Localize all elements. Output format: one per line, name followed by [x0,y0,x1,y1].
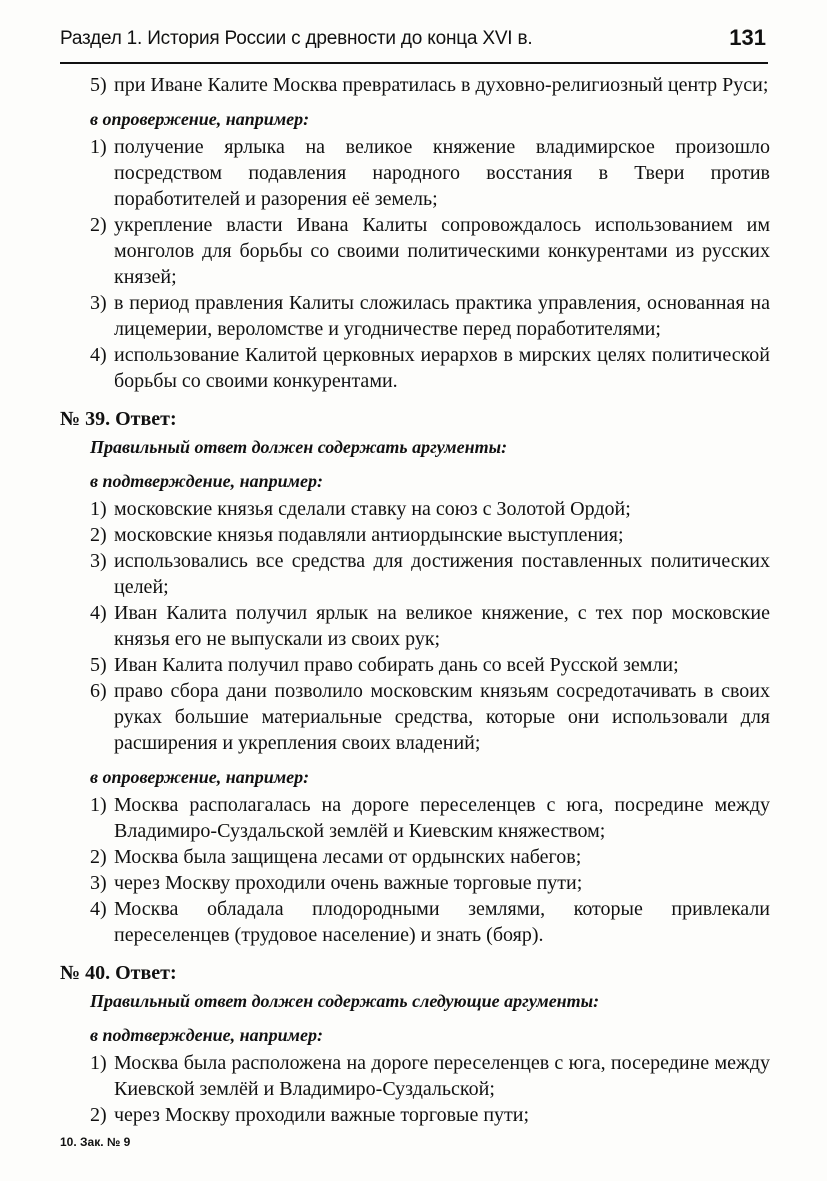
item-number: 1) [90,498,107,520]
question-39-instruction: Правильный ответ должен содержать аргументы: [90,437,508,457]
confirmation-label: в подтверждение, например: [90,1025,323,1045]
item-text: при Иване Калите Москва превратилась в духовно-религиозный центр Руси; [114,74,769,96]
list-item [60,548,770,600]
list-item [60,72,770,98]
item-number: 2) [90,524,107,546]
item-text: московские князья подавляли антиордынские выступления; [114,524,624,546]
list-item [60,600,770,652]
list-item [60,134,770,212]
refutation-list [60,134,770,394]
confirmation-list [60,1050,770,1128]
item-number: 2) [90,846,107,868]
list-item [60,652,770,678]
item-text: использовались все средства для достижения поставленных политических целей; [114,550,770,598]
item-number: 5) [90,654,107,676]
list-item [60,496,770,522]
item-text: в период правления Калиты сложилась практика управления, основанная на лицемерии, вероломстве и угодничестве перед поработителями; [114,292,770,340]
item-text: получение ярлыка на великое княжение владимирское произошло посредством подавления народного восстания в Твери против поработителей и разорения её земель; [114,136,770,210]
item-number: 5) [90,74,107,96]
item-number: 1) [90,794,107,816]
list-item [60,678,770,756]
page-content [60,72,770,1128]
item-text: использование Калитой церковных иерархов в мирских целях политической борьбы со своими конкурентами. [114,344,770,392]
refutation-list [60,792,770,948]
item-number: 4) [90,898,107,920]
item-text: укрепление власти Ивана Калиты сопровождалось использованием им монголов для борьбы со своими политическими конкурентами из русских князей; [114,214,770,288]
confirmation-list [60,496,770,756]
refutation-label: в опровержение, например: [90,109,310,129]
item-text: через Москву проходили важные торговые пути; [114,1104,530,1126]
item-number: 4) [90,344,107,366]
item-text: Москва обладала плодородными землями, которые привлекали переселенцев (трудовое население) и знать (бояр). [114,898,770,946]
page-number: 131 [729,25,766,50]
item-number: 3) [90,872,107,894]
list-item [60,290,770,342]
item-text: Иван Калита получил ярлык на великое княжение, с тех пор московские князья его не выпускали из своих рук; [114,602,770,650]
list-item [60,844,770,870]
item-number: 2) [90,1104,107,1126]
item-text: через Москву проходили очень важные торговые пути; [114,872,583,894]
item-text: Москва была защищена лесами от ордынских набегов; [114,846,582,868]
question-40-heading: № 40. Ответ: [60,962,177,984]
item-number: 3) [90,550,107,572]
item-number: 1) [90,136,107,158]
item-number: 3) [90,292,107,314]
printer-signature: 10. Зак. № 9 [60,1135,131,1149]
confirmation-label: в подтверждение, например: [90,471,323,491]
running-head-title: Раздел 1. История России с древности до конца XVI в. [60,28,533,49]
list-item [60,522,770,548]
list-item [60,1102,770,1128]
item-number: 6) [90,680,107,702]
item-text: Москва была расположена на дороге переселенцев с юга, посередине между Киевской землёй и Владимиро-Суздальской; [114,1052,770,1100]
list-item [60,896,770,948]
list-item [60,792,770,844]
refutation-label: в опровержение, например: [90,767,310,787]
list-item [60,342,770,394]
list-item [60,870,770,896]
list-item [60,212,770,290]
item-text: Москва располагалась на дороге переселенцев с юга, посредине между Владимиро-Суздальской землёй и Киевским княжеством; [114,794,770,842]
item-number: 2) [90,214,107,236]
question-40-instruction: Правильный ответ должен содержать следующие аргументы: [90,991,600,1011]
question-39-heading: № 39. Ответ: [60,408,177,430]
list-item [60,1050,770,1102]
item-number: 4) [90,602,107,624]
item-text: московские князья сделали ставку на союз с Золотой Ордой; [114,498,631,520]
page-header [60,22,768,64]
item-text: Иван Калита получил право собирать дань со всей Русской земли; [114,654,679,676]
item-text: право сбора дани позволило московским князьям сосредотачивать в своих руках большие материальные средства, которые они использовали для расширения и укрепления своих владений; [114,680,770,754]
item-number: 1) [90,1052,107,1074]
